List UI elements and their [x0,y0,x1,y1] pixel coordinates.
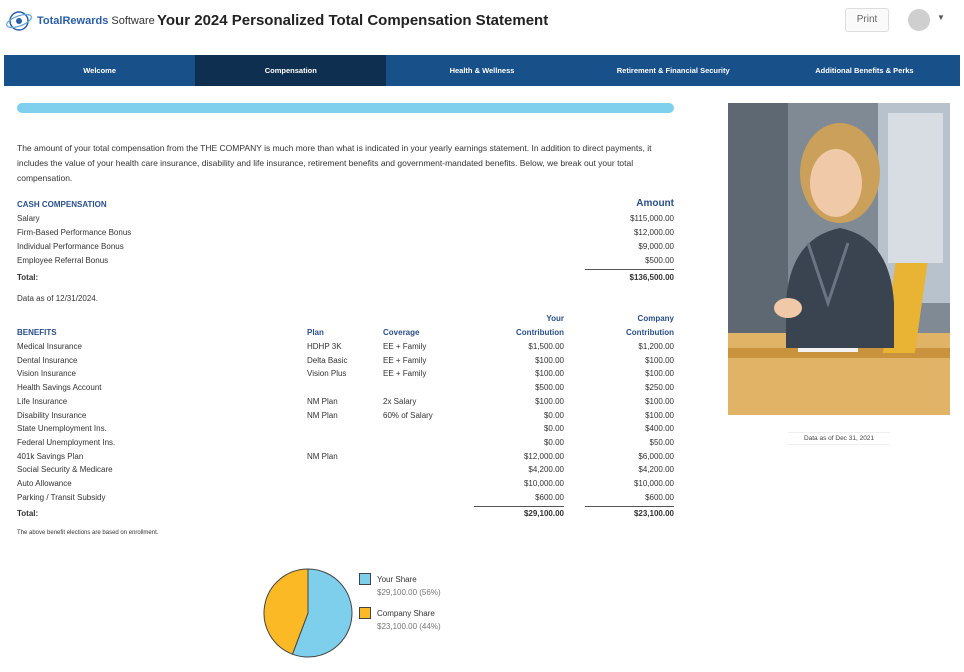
col-plan: Plan [307,328,324,337]
benefit-row-label: Medical Insurance [17,342,82,351]
cash-row-amount: $12,000.00 [633,228,674,237]
tab-health-wellness[interactable]: Health & Wellness [449,66,515,75]
benefit-row-label: Parking / Transit Subsidy [17,493,106,502]
benefit-row-plan: NM Plan [307,452,338,461]
cash-row-amount: $500.00 [645,256,674,265]
globe-logo-icon [5,8,35,34]
benefit-row-label: Social Security & Medicare [17,465,113,474]
benefit-row-company-contribution: $100.00 [645,356,674,365]
benefit-row-company-contribution: $1,200.00 [638,342,674,351]
benefit-row-label: Federal Unemployment Ins. [17,438,116,447]
cash-row-label: Firm-Based Performance Bonus [17,228,132,237]
benefit-row-your-contribution: $1,500.00 [528,342,564,351]
header [0,0,964,46]
tab-compensation[interactable]: Compensation [195,55,386,86]
benefit-row-your-contribution: $0.00 [543,411,564,420]
woman-at-laptop-photo [728,103,950,415]
benefit-row-coverage: EE + Family [383,342,427,351]
total-divider [585,506,674,507]
col-your-1: Your [546,314,564,323]
legend-swatch-your-share [359,573,371,585]
tab-retirement[interactable]: Retirement & Financial Security [616,66,730,75]
total-divider [585,269,674,270]
total-divider [474,506,564,507]
benefit-row-your-contribution: $4,200.00 [528,465,564,474]
legend-your-share-label: Your Share [377,575,417,584]
benefit-row-company-contribution: $6,000.00 [638,452,674,461]
benefits-heading: BENEFITS [17,328,57,337]
benefit-row-coverage: 60% of Salary [383,411,433,420]
benefit-row-plan: NM Plan [307,411,338,420]
benefit-row-label: Life Insurance [17,397,68,406]
benefit-row-your-contribution: $500.00 [535,383,564,392]
benefit-row-label: Health Savings Account [17,383,102,392]
benefit-row-label: Auto Allowance [17,479,72,488]
chevron-down-icon[interactable]: ▼ [937,13,945,22]
benefits-total-company: $23,100.00 [633,509,674,518]
amount-heading: Amount [636,198,674,209]
tab-additional-benefits[interactable]: Additional Benefits & Perks [815,66,914,75]
logo[interactable] [5,8,153,34]
main-nav [4,55,960,86]
col-coverage: Coverage [383,328,420,337]
benefit-row-company-contribution: $50.00 [649,438,674,447]
cash-data-as-of: Data as of 12/31/2024. [17,294,98,303]
cash-row-label: Salary [17,214,40,223]
page-title: Your 2024 Personalized Total Compensation Statement [157,12,549,29]
benefit-row-coverage: 2x Salary [383,397,417,406]
benefit-row-your-contribution: $100.00 [535,397,564,406]
benefit-row-your-contribution: $0.00 [543,438,564,447]
col-company-2: Contribution [626,328,674,337]
cash-row-amount: $115,000.00 [630,214,674,223]
benefit-row-company-contribution: $400.00 [645,424,674,433]
cash-heading: CASH COMPENSATION [17,200,107,209]
benefit-row-label: Disability Insurance [17,411,87,420]
benefit-row-company-contribution: $100.00 [645,397,674,406]
cash-total-label: Total: [17,273,39,282]
benefit-row-your-contribution: $12,000.00 [523,452,564,461]
benefit-row-label: Vision Insurance [17,369,76,378]
benefit-row-your-contribution: $100.00 [535,369,564,378]
col-your-2: Contribution [516,328,564,337]
benefit-row-company-contribution: $250.00 [645,383,674,392]
avatar[interactable] [908,9,930,31]
cash-row-label: Employee Referral Bonus [17,256,109,265]
benefit-row-label: Dental Insurance [17,356,78,365]
cash-total-amount: $136,500.00 [629,273,674,282]
benefit-row-plan: Vision Plus [307,369,347,378]
benefit-row-plan: NM Plan [307,397,338,406]
benefit-row-coverage: EE + Family [383,356,427,365]
benefit-row-plan: HDHP 3K [307,342,342,351]
photo-caption: Data as of Dec 31, 2021 [788,432,890,445]
tab-welcome[interactable]: Welcome [83,66,116,75]
benefit-row-label: 401k Savings Plan [17,452,84,461]
legend-company-share-label: Company Share [377,609,435,618]
benefit-row-plan: Delta Basic [307,356,348,365]
col-company-1: Company [637,314,674,323]
print-button[interactable]: Print [845,8,889,32]
benefits-note: The above benefit elections are based on enrollment. [17,530,159,536]
legend-swatch-company-share [359,607,371,619]
logo-text: TotalRewards Software [37,15,155,27]
benefit-row-company-contribution: $4,200.00 [638,465,674,474]
benefit-row-company-contribution: $100.00 [645,369,674,378]
legend-your-share-value: $29,100.00 (56%) [377,588,441,597]
compensation-share-pie-chart [262,567,354,659]
benefit-row-label: State Unemployment Ins. [17,424,107,433]
legend-company-share-value: $23,100.00 (44%) [377,622,441,631]
benefits-total-label: Total: [17,509,39,518]
benefit-row-company-contribution: $10,000.00 [633,479,674,488]
benefit-row-company-contribution: $600.00 [645,493,674,502]
benefit-row-your-contribution: $100.00 [535,356,564,365]
benefits-total-your: $29,100.00 [523,509,564,518]
intro-paragraph: The amount of your total compensation from the THE COMPANY is much more than what is indicated in your yearly earnings statement. In addition to direct payments, it includes the value of your health care insurance, disability and life insurance, retirement benefits and government-mandated benefits. Below, we break out your total compensation. [17,143,652,183]
cash-row-amount: $9,000.00 [638,242,674,251]
benefit-row-your-contribution: $10,000.00 [523,479,564,488]
benefit-row-coverage: EE + Family [383,369,427,378]
progress-bar [17,103,674,113]
benefit-row-your-contribution: $0.00 [543,424,564,433]
benefit-row-company-contribution: $100.00 [645,411,674,420]
benefit-row-your-contribution: $600.00 [535,493,564,502]
cash-row-label: Individual Performance Bonus [17,242,124,251]
